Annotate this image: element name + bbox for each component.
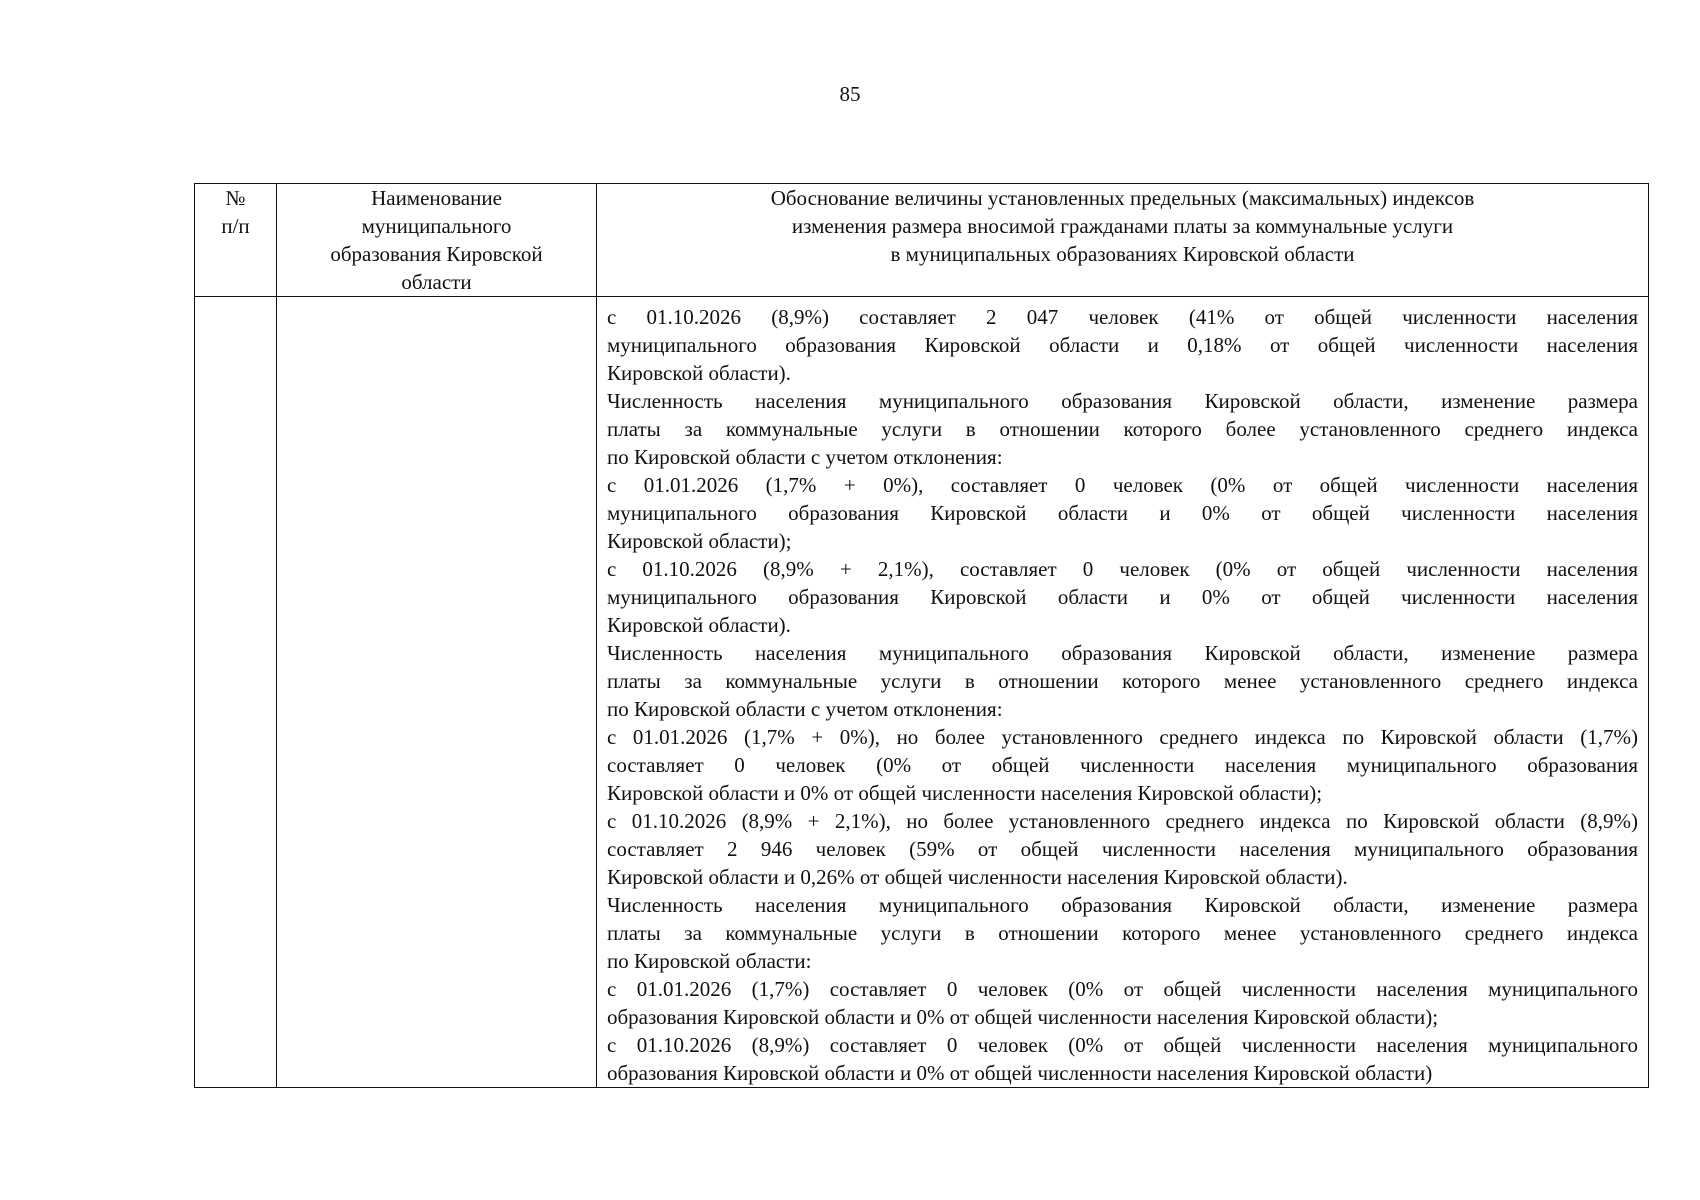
justification-line: платы за коммунальные услуги в отношении которого менее установленного среднего индекса xyxy=(607,921,1638,945)
table-header-row xyxy=(195,184,1649,297)
justification-line: муниципального образования Кировской области и 0% от общей численности населения xyxy=(607,501,1638,525)
header-number-line: № xyxy=(225,186,246,210)
justification-line: составляет 0 человек (0% от общей численности населения муниципального образования xyxy=(607,753,1638,777)
justification-line: с 01.01.2026 (1,7% + 0%), составляет 0 человек (0% от общей численности населения xyxy=(607,473,1638,497)
justification-line: Численность населения муниципального образования Кировской области, изменение размера xyxy=(607,389,1638,413)
justification-line: Кировской области). xyxy=(607,613,791,637)
justification-line: с 01.01.2026 (1,7% + 0%), но более установленного среднего индекса по Кировской области (1,7%) xyxy=(607,725,1638,749)
justification-line: Кировской области и 0,26% от общей численности населения Кировской области). xyxy=(607,865,1348,889)
justification-line: Численность населения муниципального образования Кировской области, изменение размера xyxy=(607,641,1638,665)
justification-line: с 01.01.2026 (1,7%) составляет 0 человек (0% от общей численности населения муниципального xyxy=(607,977,1638,1001)
header-number-line: п/п xyxy=(221,214,250,238)
header-justification-line: в муниципальных образованиях Кировской области xyxy=(890,242,1355,266)
justification-table xyxy=(194,183,1649,1088)
justification-line: образования Кировской области и 0% от общей численности населения Кировской области); xyxy=(607,1005,1439,1029)
justification-line: Численность населения муниципального образования Кировской области, изменение размера xyxy=(607,893,1638,917)
header-name-line: муниципального xyxy=(361,214,512,238)
justification-line: с 01.10.2026 (8,9%) составляет 0 человек (0% от общей численности населения муниципального xyxy=(607,1033,1638,1057)
justification-line: по Кировской области с учетом отклонения: xyxy=(607,697,1003,721)
justification-line: Кировской области); xyxy=(607,529,792,553)
justification-line: с 01.10.2026 (8,9% + 2,1%), но более установленного среднего индекса по Кировской области (8,9%) xyxy=(607,809,1638,833)
header-justification xyxy=(597,184,1649,297)
justification-line: платы за коммунальные услуги в отношении которого менее установленного среднего индекса xyxy=(607,669,1638,693)
row-municipality-name-cell xyxy=(277,297,597,1088)
row-justification-cell xyxy=(597,297,1649,1088)
table-row xyxy=(195,297,1649,1088)
header-municipality-name xyxy=(277,184,597,297)
header-justification-line: Обоснование величины установленных предельных (максимальных) индексов xyxy=(770,186,1475,210)
justification-line: составляет 2 946 человек (59% от общей численности населения муниципального образования xyxy=(607,837,1638,861)
justification-line: муниципального образования Кировской области и 0,18% от общей численности населения xyxy=(607,333,1638,357)
header-name-line: Наименование xyxy=(371,186,502,210)
justification-line: Кировской области). xyxy=(607,361,791,385)
page-number: 85 xyxy=(839,82,861,106)
row-number-cell xyxy=(195,297,277,1088)
header-name-line: образования Кировской xyxy=(330,242,543,266)
header-justification-line: изменения размера вносимой гражданами платы за коммунальные услуги xyxy=(791,214,1454,238)
justification-line: платы за коммунальные услуги в отношении которого более установленного среднего индекса xyxy=(607,417,1638,441)
justification-line: муниципального образования Кировской области и 0% от общей численности населения xyxy=(607,585,1638,609)
justification-line: Кировской области и 0% от общей численности населения Кировской области); xyxy=(607,781,1323,805)
justification-line: образования Кировской области и 0% от общей численности населения Кировской области) xyxy=(607,1061,1433,1085)
justification-line: по Кировской области: xyxy=(607,949,812,973)
justification-line: по Кировской области с учетом отклонения: xyxy=(607,445,1003,469)
justification-line: с 01.10.2026 (8,9%) составляет 2 047 человек (41% от общей численности населения xyxy=(607,305,1638,329)
header-name-line: области xyxy=(401,270,472,294)
header-number xyxy=(195,184,277,297)
justification-line: с 01.10.2026 (8,9% + 2,1%), составляет 0 человек (0% от общей численности населения xyxy=(607,557,1638,581)
